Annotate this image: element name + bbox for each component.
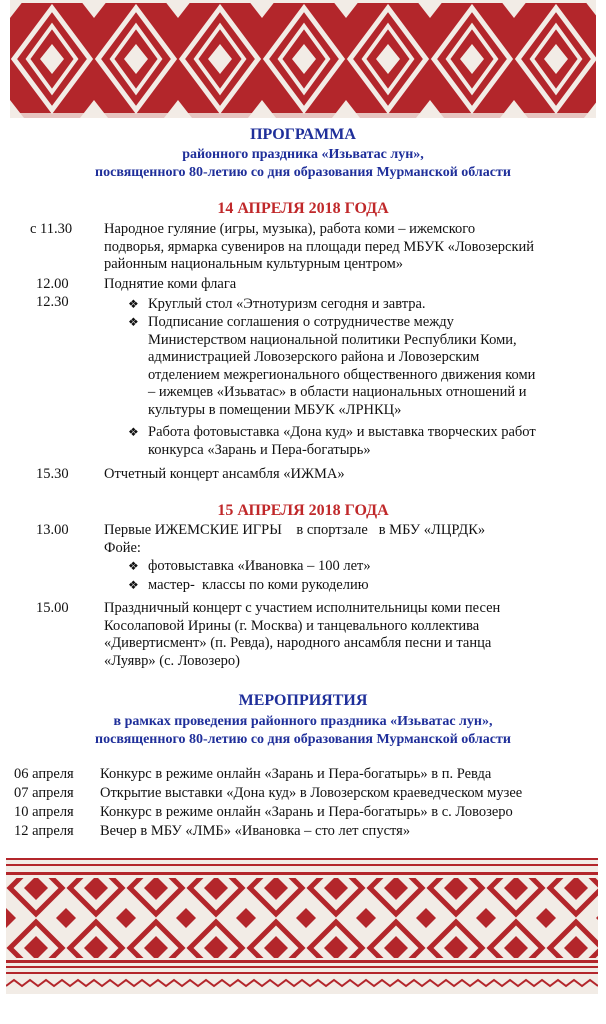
day1-bullet-2-line5: – ижемцев «Изьватас» в области национальных отношений и	[148, 384, 527, 400]
diamond-bullet-icon: ❖	[128, 578, 139, 592]
day1-bullet-2-line1: Подписание соглашения о сотрудничестве между	[148, 314, 454, 330]
day1-bullet-2-line2: Министерством национальной политики Республики Коми,	[148, 331, 517, 348]
bottom-ornament-band	[6, 858, 598, 994]
day1-time-3: 12.30	[36, 294, 69, 310]
day1-bullet-2-line4: отделением межрегионального общественного движения коми	[148, 366, 536, 383]
events-title: МЕРОПРИЯТИЯ	[238, 692, 368, 709]
day1-bullet-1-line1: Круглый стол «Этнотуризм сегодня и завтра.	[148, 296, 426, 312]
event-date-4: 12 апреля	[14, 823, 74, 839]
top-ornament-band	[10, 0, 596, 118]
events-subtitle-line2: посвященного 80-летию со дня образования Мурманской области	[95, 732, 511, 747]
diamond-bullet-icon: ❖	[128, 315, 139, 329]
day2-item-2	[104, 600, 500, 670]
day1-bullet-3-line2: конкурса «Зарань и Пера-богатырь»	[148, 441, 371, 458]
day1-heading: 14 АПРЕЛЯ 2018 ГОДА	[217, 200, 389, 217]
diamond-bullet-icon: ❖	[128, 297, 139, 311]
day2-time-1: 13.00	[36, 522, 69, 538]
day1-bullet-1	[128, 296, 426, 314]
event-date-3: 10 апреля	[14, 804, 74, 820]
day1-item-4: Отчетный концерт ансамбля «ИЖМА»	[104, 466, 345, 482]
day1-bullet-2-line3: администрацией Ловозерского района и Ловозерским	[148, 349, 480, 365]
day2-heading: 15 АПРЕЛЯ 2018 ГОДА	[217, 502, 389, 519]
day1-bullet-3-line1: Работа фотовыставка «Дона куд» и выставка творческих работ	[148, 424, 536, 440]
day1-item-1-line1: Народное гуляние (игры, музыка), работа коми – ижемского	[104, 221, 476, 237]
event-text-3: Конкурс в режиме онлайн «Зарань и Пера-богатырь» в с. Ловозеро	[100, 804, 513, 820]
day1-time-4: 15.30	[36, 466, 69, 482]
events-subtitle-line1: в рамках проведения районного праздника «Изьватас лун»,	[113, 714, 493, 729]
day1-bullet-2	[128, 314, 536, 419]
program-subtitle-line2: посвященного 80-летию со дня образования Мурманской области	[95, 165, 511, 180]
program-subtitle-line1: районного праздника «Изьватас лун»,	[182, 147, 424, 162]
day1-item-1	[104, 221, 534, 274]
day2-item-1-line2: Фойе:	[104, 539, 141, 556]
day2-bullet-1	[128, 558, 371, 576]
event-date-2: 07 апреля	[14, 785, 74, 801]
day1-item-2: Поднятие коми флага	[104, 276, 237, 292]
day2-bullet-2	[128, 577, 369, 595]
day2-time-2: 15.00	[36, 600, 69, 616]
day2-item-2-line1: Праздничный концерт с участием исполнительницы коми песен	[104, 600, 501, 616]
day2-bullet-1-line1: фотовыставка «Ивановка – 100 лет»	[148, 558, 371, 574]
day2-item-1	[104, 522, 485, 557]
day1-bullet-3	[128, 424, 536, 459]
day1-item-1-line3: районным национальным культурным центром»	[104, 256, 404, 272]
day1-item-1-line2: подворья, ярмарка сувениров на площади перед МБУК «Ловозерский	[104, 238, 535, 255]
day2-item-2-line3: «Дивертисмент» (п. Ревда), народного ансамбля песни и танца	[104, 635, 492, 651]
day1-time-1: с 11.30	[30, 221, 73, 237]
day1-bullet-2-line6: культуры в помещении МБУК «ЛРНКЦ»	[148, 401, 402, 418]
event-date-1: 06 апреля	[14, 766, 74, 782]
event-text-4: Вечер в МБУ «ЛМБ» «Ивановка – сто лет спустя»	[100, 823, 411, 839]
day2-item-2-line4: «Луявр» (с. Ловозеро)	[104, 652, 240, 669]
diamond-bullet-icon: ❖	[128, 559, 139, 573]
day2-item-2-line2: Косолаповой Ирины (г. Москва) и танцевального коллектива	[104, 617, 480, 634]
event-text-2: Открытие выставки «Дона куд» в Ловозерском краеведческом музее	[100, 785, 523, 801]
day2-bullet-2-line1: мастер- классы по коми рукоделию	[148, 577, 369, 593]
program-title: ПРОГРАММА	[250, 126, 356, 143]
day2-item-1-line1: Первые ИЖЕМСКИЕ ИГРЫ в спортзале в МБУ «ЛЦРДК»	[104, 522, 486, 538]
diamond-bullet-icon: ❖	[128, 425, 139, 439]
event-text-1: Конкурс в режиме онлайн «Зарань и Пера-богатырь» в п. Ревда	[100, 766, 492, 782]
day1-time-2: 12.00	[36, 276, 69, 292]
